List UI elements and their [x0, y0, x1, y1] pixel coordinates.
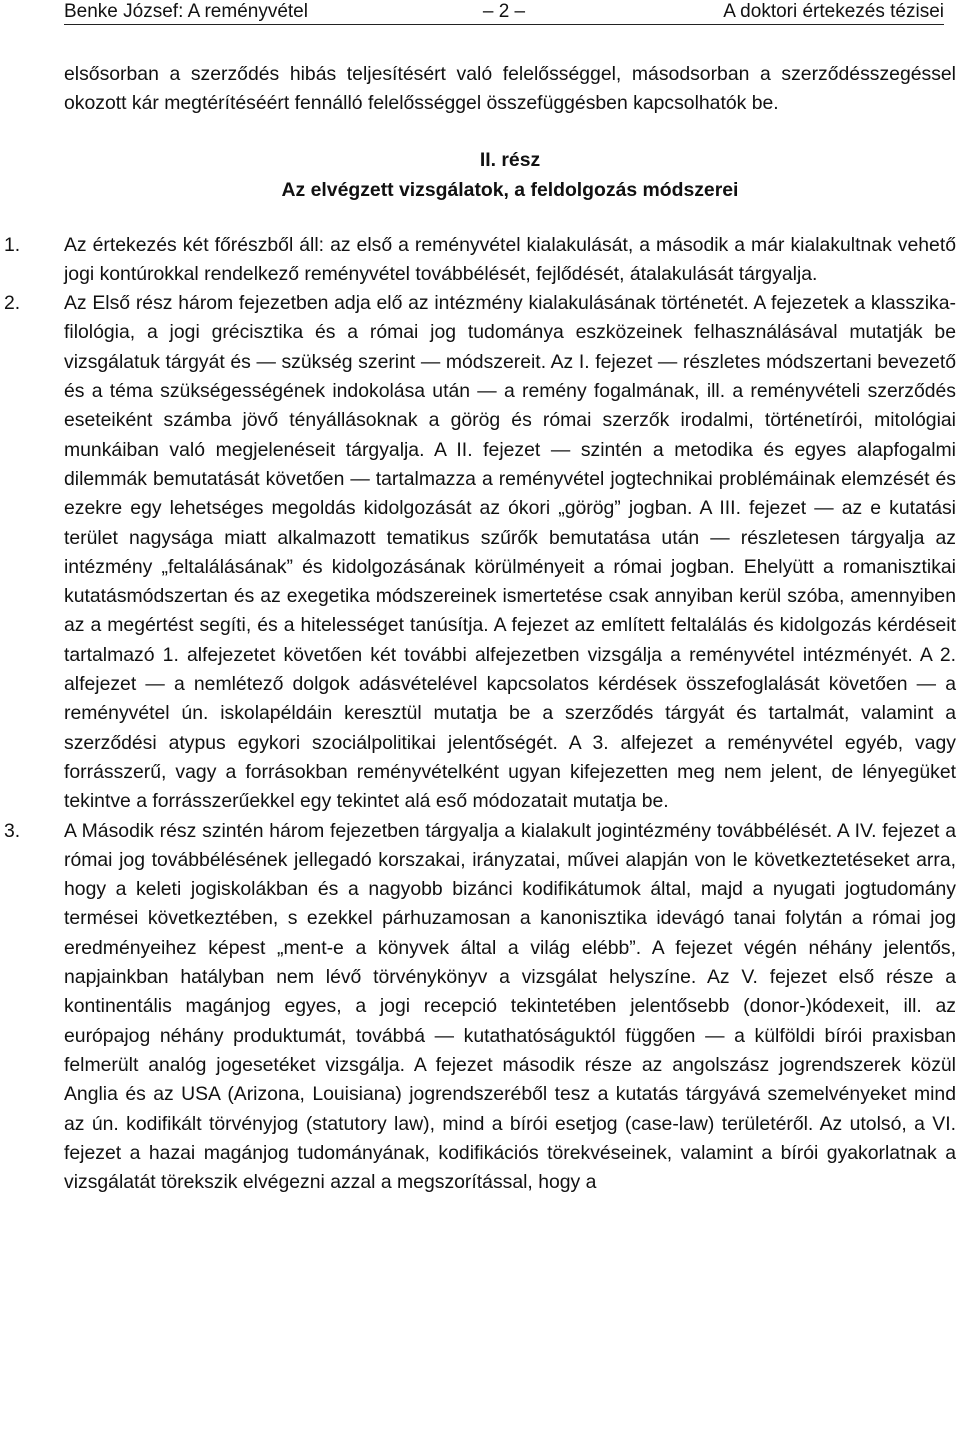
list-item-text: Az Első rész három fejezetben adja elő az intézmény kialakulásának történetét. A fejezetek a klasszika-filológia, a jogi grécisztika és a római jog tudománya eszközeinek felhasználásával mutatják be vizsgálatuk tárgyát és — szükség szerint — módszereit. Az I. fejezet — részletes módszertani bevezető és a téma szükségességének indokolása után — a remény fogalmának, ill. a reményvételi szerződés eseteiként számba jövő tényállásoknak a görög és római szerzők irodalmi, történetírói, mitológiai munkáiban való megjelenéseit tárgyalja. A II. fejezet — szintén a metodika és egyes alapfogalmi dilemmák bemutatását követően — tartalmazza a reményvétel jogtechnikai problémáinak elemzését és ezekre egy lehetséges megoldás kidolgozását az ókori „görög” jogban. A III. fejezet — az e kutatási terület nagysága miatt alkalmazott tematikus szűrők bemutatása után — részletesen tárgyalja az intézmény „feltalálásának” és kidolgozásának körülményeit a római jogban. Ehelyütt a romanisztikai kutatásmódszertan és az exegetika módszereinek ismertetése csak annyiban kerül szóba, amennyiben az a megértést segíti, és a hitelességet tanúsítja. A fejezet az említett feltalálás és kidolgozás kérdéseit tartalmazó 1. alfejezetet követően két további alfejezetben vizsgálja a reményvétel intézményét. A 2. alfejezet — a nemlétező dolgok adásvételével kapcsolatos kérdések összefoglalását követően — a reményvétel ún. iskolapéldáin keresztül mutatja be a szerződés tárgyát és tartalmát, valamint a szerződési atypus egykori szociálpolitikai jelentőségét. A 3. alfejezet a reményvétel egyéb, vagy forrásszerű, vagy a forrásokban reményvételként ugyan kifejezetten meg nem jelent, de lényegüket tekintve a forrásszerűekkel egy tekintet alá eső módozatait mutatja be.	[64, 292, 956, 813]
list-item	[4, 231, 956, 290]
list-item-text: Az értekezés két főrészből áll: az első a reményvétel kialakulását, a második a már kialakultnak vehető jogi kontúrokkal rendelkező reményvétel továbbélését, fejlődését, átalakulását tárgyalja.	[64, 233, 956, 285]
list-item-number: 3.	[4, 819, 21, 842]
list-item	[4, 817, 956, 1198]
running-header	[64, 0, 944, 25]
intro-paragraph: elsősorban a szerződés hibás teljesítésért való felelősséggel, másodsorban a szerződésszegéssel okozott kár megtérítéséért fennálló felelősséggel összefüggésben kapcsolhatók be.	[64, 63, 956, 115]
numbered-list	[4, 231, 956, 1198]
list-item-number: 2.	[4, 292, 21, 315]
part-number: II. rész	[479, 148, 541, 171]
header-document-title: A doktori értekezés tézisei	[723, 1, 944, 22]
header-page-number: – 2 –	[482, 1, 526, 22]
list-item-text: A Második rész szintén három fejezetben tárgyalja a kialakult jogintézmény továbbélését. A IV. fejezet a római jog továbbélésének jellegadó korszakai, irányzatai, művei alapján von le következtetéseket arra, hogy a keleti jogiskolákban és a nagyobb bizánci kodifikátumok által, majd a nyugati jogtudomány termései következtében, s ezekkel párhuzamosan a kanonisztika idevágó tanai folytán a római jog eredményeihez képest „ment-e a könyvek által a világ elébb”. A fejezet végén néhány jelentős, napjainkban hatályban nem lévő törvénykönyv a vizsgálat helyszíne. Az V. fejezet első része a kontinentális magánjog egyes, a jogi recepció tekintetében jelentősebb (donor-)kódexeit, ill. az európajog néhány produktumát, továbbá — kutathatóságuktól függően — a külföldi bírói praxisban felmerült analóg jogesetéket vizsgálja. A fejezet második része az angolszász jogrendszerek közül Anglia és az USA (Arizona, Louisiana) jogrendszeréből tesz a kutatás tárgyává szemelvényeket mind az ún. kodifikált törvényjog (statutory law), mind a bírói esetjog (case-law) területéről. Az utolsó, a VI. fejezet a hazai magánjog tudományának, kodifikációs törekvéseinek, valamint a bírói gyakorlatnak a vizsgálatát törekszik elvégezni azzal a megszorítással, hogy a	[64, 819, 956, 1194]
part-title: Az elvégzett vizsgálatok, a feldolgozás módszerei	[281, 178, 739, 201]
header-author-title: Benke József: A reményvétel	[64, 1, 308, 22]
part-heading	[64, 145, 956, 205]
list-item	[4, 289, 956, 816]
list-item-number: 1.	[4, 233, 21, 256]
page-body	[4, 60, 956, 1197]
